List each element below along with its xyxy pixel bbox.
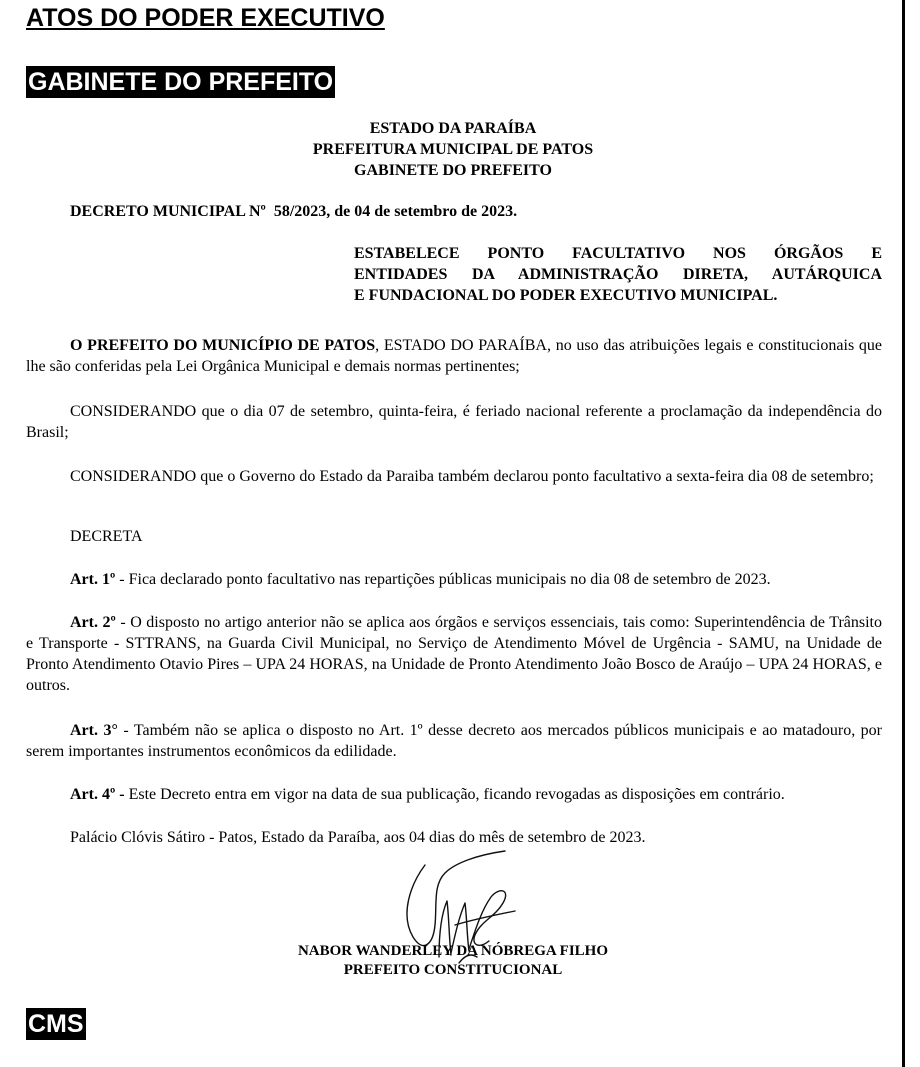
cabinet-label: GABINETE DO PREFEITO bbox=[28, 68, 334, 96]
signer-block bbox=[0, 942, 906, 980]
decreta-text: DECRETA bbox=[70, 528, 143, 545]
header-cabinet: GABINETE DO PREFEITO bbox=[354, 162, 552, 179]
article-2 bbox=[26, 612, 882, 696]
article-2-text: - O disposto no artigo anterior não se aplica aos órgãos e serviços essenciais, tais como: Superintendência de Trânsito e Transporte - STTRANS, na Guarda Civil Municipal, no Serviço de Atendimento Móvel de Urgência - SAMU, na Unidade de Pronto Atendimento Otavio Pires – UPA 24 HORAS, na Unidade de Pronto Atendimento João Bosco de Araújo – UPA 24 HORAS, e outros. bbox=[26, 614, 883, 694]
article-4-text: Este Decreto entra em vigor na data de sua publicação, ficando revogadas as disposições em contrário. bbox=[124, 786, 785, 803]
summary-line-3: E FUNDACIONAL DO PODER EXECUTIVO MUNICIPAL. bbox=[354, 287, 778, 304]
decree-summary bbox=[354, 243, 882, 306]
article-4 bbox=[26, 784, 882, 805]
considerando-paragraph-2 bbox=[26, 466, 882, 487]
header-state: ESTADO DA PARAÍBA bbox=[369, 120, 537, 137]
article-3 bbox=[26, 720, 882, 762]
decreta-paragraph bbox=[26, 526, 882, 547]
cms-label: CMS bbox=[28, 1010, 84, 1038]
preamble-rest: , ESTADO DO PARAÍBA, no uso das atribuições legais e constitucionais que lhe são conferidas pela Lei Orgânica Municipal e demais normas pertinentes; bbox=[26, 337, 883, 375]
article-3-text: - Também não se aplica o disposto no Art. 1º desse decreto aos mercados públicos municipais e ao matadouro, por serem importantes instrumentos econômicos da edilidade. bbox=[26, 722, 882, 760]
considerando-paragraph-1 bbox=[26, 401, 882, 443]
section-title: ATOS DO PODER EXECUTIVO bbox=[26, 4, 385, 32]
article-3-label: Art. 3° bbox=[70, 722, 118, 739]
article-1 bbox=[26, 569, 882, 590]
considerando-text-1: CONSIDERANDO que o dia 07 de setembro, quinta-feira, é feriado nacional referente a proclamação da independência do Brasil; bbox=[26, 403, 882, 441]
summary-line-1: ESTABELECE PONTO FACULTATIVO NOS ÓRGÃOS E bbox=[354, 245, 882, 262]
signer-name: NABOR WANDERLEY DA NÓBREGA FILHO bbox=[297, 943, 609, 959]
article-4-label: Art. 4º - bbox=[70, 786, 125, 803]
preamble-paragraph bbox=[26, 335, 882, 377]
closing-text: Palácio Clóvis Sátiro - Patos, Estado da Paraíba, aos 04 dias do mês de setembro de 2023. bbox=[70, 829, 646, 846]
article-1-text: - Fica declarado ponto facultativo nas repartições públicas municipais no dia 08 de setembro de 2023. bbox=[115, 571, 771, 588]
article-1-label: Art. 1º bbox=[70, 571, 116, 588]
signer-title: PREFEITO CONSTITUCIONAL bbox=[343, 962, 563, 978]
decree-number: DECRETO MUNICIPAL Nº 58/2023, de 04 de setembro de 2023. bbox=[70, 203, 518, 220]
header-prefecture: PREFEITURA MUNICIPAL DE PATOS bbox=[312, 141, 594, 158]
summary-line-2: ENTIDADES DA ADMINISTRAÇÃO DIRETA, AUTÁRQUICA bbox=[354, 266, 882, 283]
preamble-lead: O PREFEITO DO MUNICÍPIO DE PATOS bbox=[70, 337, 376, 354]
document-header bbox=[0, 118, 906, 181]
considerando-text-2: CONSIDERANDO que o Governo do Estado da Paraiba também declarou ponto facultativo a sexta-feira dia 08 de setembro; bbox=[70, 468, 874, 485]
article-2-label: Art. 2º bbox=[70, 614, 116, 631]
